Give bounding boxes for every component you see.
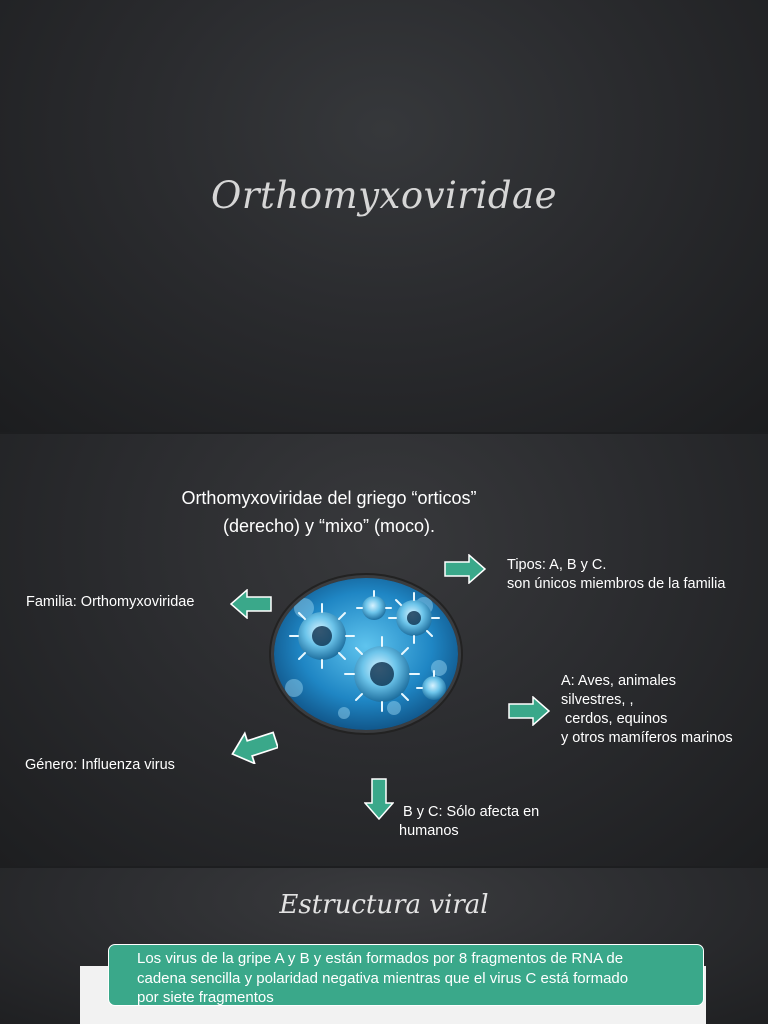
genero-text: Género: Influenza virus: [25, 757, 175, 773]
tipo-a-text: A: Aves, animales silvestres, , cerdos, equinos y otros mamíferos marinos: [561, 673, 733, 746]
influenza-virus-image: [274, 578, 458, 730]
slide-title: Estructura viral: [279, 890, 489, 920]
arrow-right-icon: [444, 554, 486, 584]
arrow-left-icon: [230, 589, 272, 619]
heading-line-2: (derecho) y “mixo” (moco).: [222, 516, 436, 536]
arrow-down-icon: [364, 778, 394, 820]
title-slide: [0, 0, 768, 432]
arrow-right-icon: [508, 696, 550, 726]
tipos-text: Tipos: A, B y C. son únicos miembros de la familia: [507, 557, 726, 592]
slide-heading: [114, 484, 544, 540]
structure-slide: [0, 868, 768, 1024]
structure-text-box: Los virus de la gripe A y B y están formados por 8 fragmentos de RNA de cadena sencilla y polaridad negativa mientras que el virus C está formado por siete fragmentos: [108, 944, 704, 1006]
classification-slide: [0, 434, 768, 866]
heading-line-1: Orthomyxoviridae del griego “orticos”: [181, 488, 477, 508]
slide-title: Orthomyxoviridae: [210, 174, 558, 217]
tipo-byc-text: B y C: Sólo afecta en humanos: [399, 804, 540, 839]
arrow-down-left-icon: [230, 730, 278, 764]
familia-text: Familia: Orthomyxoviridae: [26, 594, 195, 610]
